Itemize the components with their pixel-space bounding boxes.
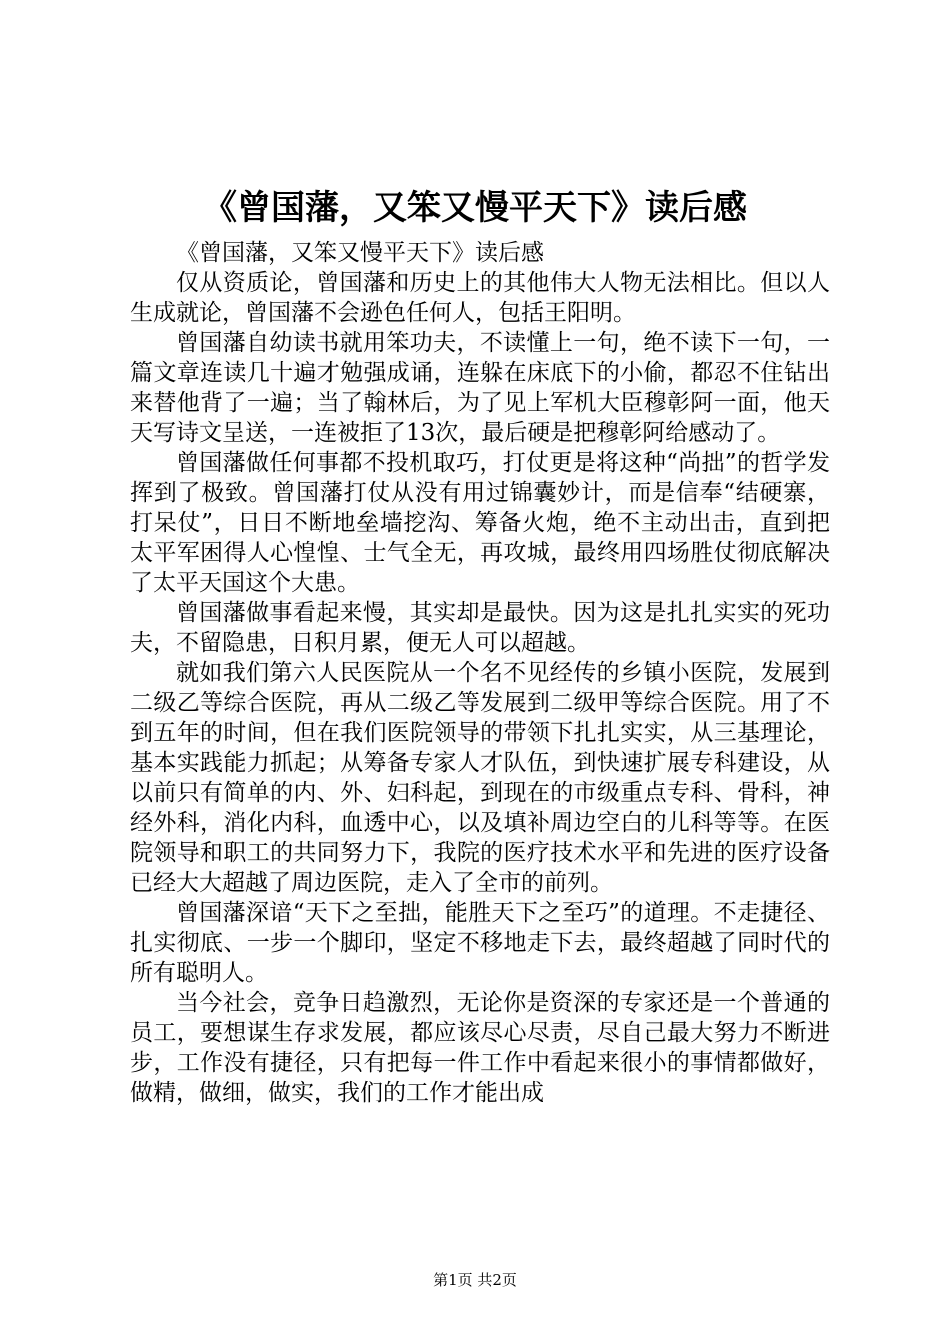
page-title: 《曾国藩，又笨又慢平天下》读后感 (203, 188, 747, 228)
subtitle-paragraph: 《曾国藩，又笨又慢平天下》读后感 (176, 240, 544, 266)
paragraph-2: 曾国藩自幼读书就用笨功夫，不读懂上一句，绝不读下一句，一篇文章连读几十遍才勉强成诵，连躲在床底下的小偷，都忍不住钻出来替他背了一遍；当了翰林后，为了见上军机大臣穆彰阿一面，他天天写诗文呈送，一连被拒了13次，最后硬是把穆彰阿给感动了。 (130, 330, 830, 446)
paragraph-5: 就如我们第六人民医院从一个名不见经传的乡镇小医院，发展到二级乙等综合医院，再从二级乙等发展到二级甲等综合医院。用了不到五年的时间，但在我们医院领导的带领下扎扎实实，从三基理论，基本实践能力抓起；从筹备专家人才队伍，到快速扩展专科建设，从以前只有简单的内、外、妇科起，到现在的市级重点专科、骨科，神经外科，消化内科，血透中心，以及填补周边空白的儿科等等。在医院领导和职工的共同努力下，我院的医疗技术水平和先进的医疗设备已经大大超越了周边医院，走入了全市的前列。 (130, 660, 830, 896)
paragraph-6: 曾国藩深谙“天下之至拙，能胜天下之至巧”的道理。不走捷径、扎实彻底、一步一个脚印，坚定不移地走下去，最终超越了同时代的所有聪明人。 (130, 900, 830, 986)
paragraph-4: 曾国藩做事看起来慢，其实却是最快。因为这是扎扎实实的死功夫，不留隐患，日积月累，便无人可以超越。 (130, 600, 830, 656)
paragraph-1: 仅从资质论，曾国藩和历史上的其他伟大人物无法相比。但以人生成就论，曾国藩不会逊色任何人，包括王阳明。 (130, 270, 830, 326)
paragraph-7: 当今社会，竞争日趋激烈，无论你是资深的专家还是一个普通的员工，要想谋生存求发展，都应该尽心尽责，尽自己最大努力不断进步，工作没有捷径，只有把每一件工作中看起来很小的事情都做好，做精，做细，做实，我们的工作才能出成 (130, 990, 830, 1106)
document-body (130, 238, 830, 1108)
page-number-footer: 第1页 共2页 (433, 1271, 517, 1289)
paragraph-3: 曾国藩做任何事都不投机取巧，打仗更是将这种“尚拙”的哲学发挥到了极致。曾国藩打仗从没有用过锦囊妙计，而是信奉“结硬寨，打呆仗”，日日不断地垒墙挖沟、筹备火炮，绝不主动出击，直到把太平军困得人心惶惶、士气全无，再攻城，最终用四场胜仗彻底解决了太平天国这个大患。 (130, 450, 830, 596)
